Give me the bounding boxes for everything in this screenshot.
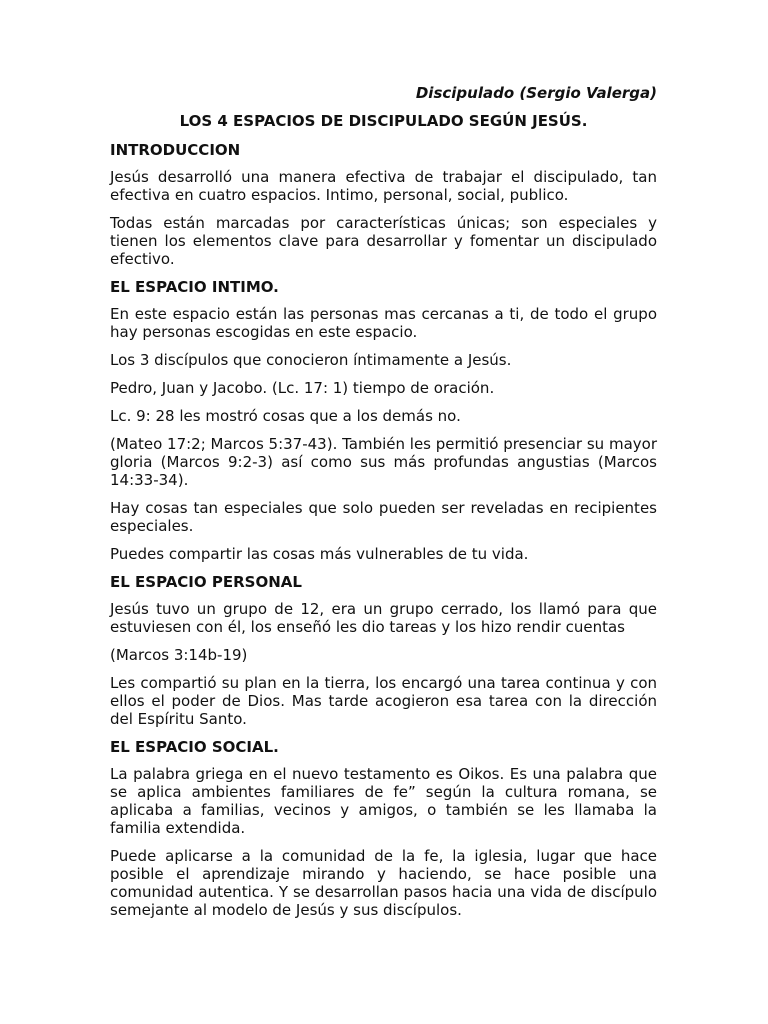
- section-espacio-personal: [110, 573, 657, 728]
- paragraph: Los 3 discípulos que conocieron íntimamente a Jesús.: [110, 351, 512, 369]
- document-header: Discipulado (Sergio Valerga): [415, 84, 657, 102]
- paragraph: Hay cosas tan especiales que solo pueden ser reveladas en recipientes especiales.: [110, 499, 657, 535]
- paragraph: Puede aplicarse a la comunidad de la fe, la iglesia, lugar que hace posible el aprendizaje mirando y haciendo, se hace posible una comunidad autentica. Y se desarrollan pasos hacia una vida de discípulo semejante al modelo de Jesús y sus discípulos.: [110, 847, 657, 919]
- section-introduccion: [110, 141, 657, 268]
- paragraph: Les compartió su plan en la tierra, los encargó una tarea continua y con ellos el poder de Dios. Mas tarde acogieron esa tarea con la dirección del Espíritu Santo.: [110, 674, 657, 728]
- section-heading-social: EL ESPACIO SOCIAL.: [110, 738, 279, 756]
- paragraph: Lc. 9: 28 les mostró cosas que a los demás no.: [110, 407, 461, 425]
- paragraph: Pedro, Juan y Jacobo. (Lc. 17: 1) tiempo de oración.: [110, 379, 495, 397]
- paragraph: Todas están marcadas por características únicas; son especiales y tienen los elementos clave para desarrollar y fomentar un discipulado efectivo.: [110, 214, 657, 268]
- paragraph: Puedes compartir las cosas más vulnerables de tu vida.: [110, 545, 529, 563]
- section-heading-intimo: EL ESPACIO INTIMO.: [110, 278, 279, 296]
- section-heading-introduccion: INTRODUCCION: [110, 141, 241, 159]
- section-espacio-intimo: [110, 278, 657, 563]
- section-heading-personal: EL ESPACIO PERSONAL: [110, 573, 302, 591]
- paragraph: (Marcos 3:14b-19): [110, 646, 248, 664]
- paragraph: (Mateo 17:2; Marcos 5:37-43). También les permitió presenciar su mayor gloria (Marcos 9:2-3) así como sus más profundas angustias (Marcos 14:33-34).: [110, 435, 657, 489]
- document-title: LOS 4 ESPACIOS DE DISCIPULADO SEGÚN JESÚS.: [179, 112, 588, 130]
- paragraph: En este espacio están las personas mas cercanas a ti, de todo el grupo hay personas escogidas en este espacio.: [110, 305, 657, 341]
- section-espacio-social: [110, 738, 657, 919]
- paragraph: Jesús desarrolló una manera efectiva de trabajar el discipulado, tan efectiva en cuatro espacios. Intimo, personal, social, publico.: [110, 168, 657, 204]
- paragraph: Jesús tuvo un grupo de 12, era un grupo cerrado, los llamó para que estuviesen con él, los enseñó les dio tareas y los hizo rendir cuentas: [110, 600, 657, 636]
- paragraph: La palabra griega en el nuevo testamento es Oikos. Es una palabra que se aplica ambientes familiares de fe” según la cultura romana, se aplicaba a familias, vecinos y amigos, o también se les llamaba la familia extendida.: [110, 765, 657, 837]
